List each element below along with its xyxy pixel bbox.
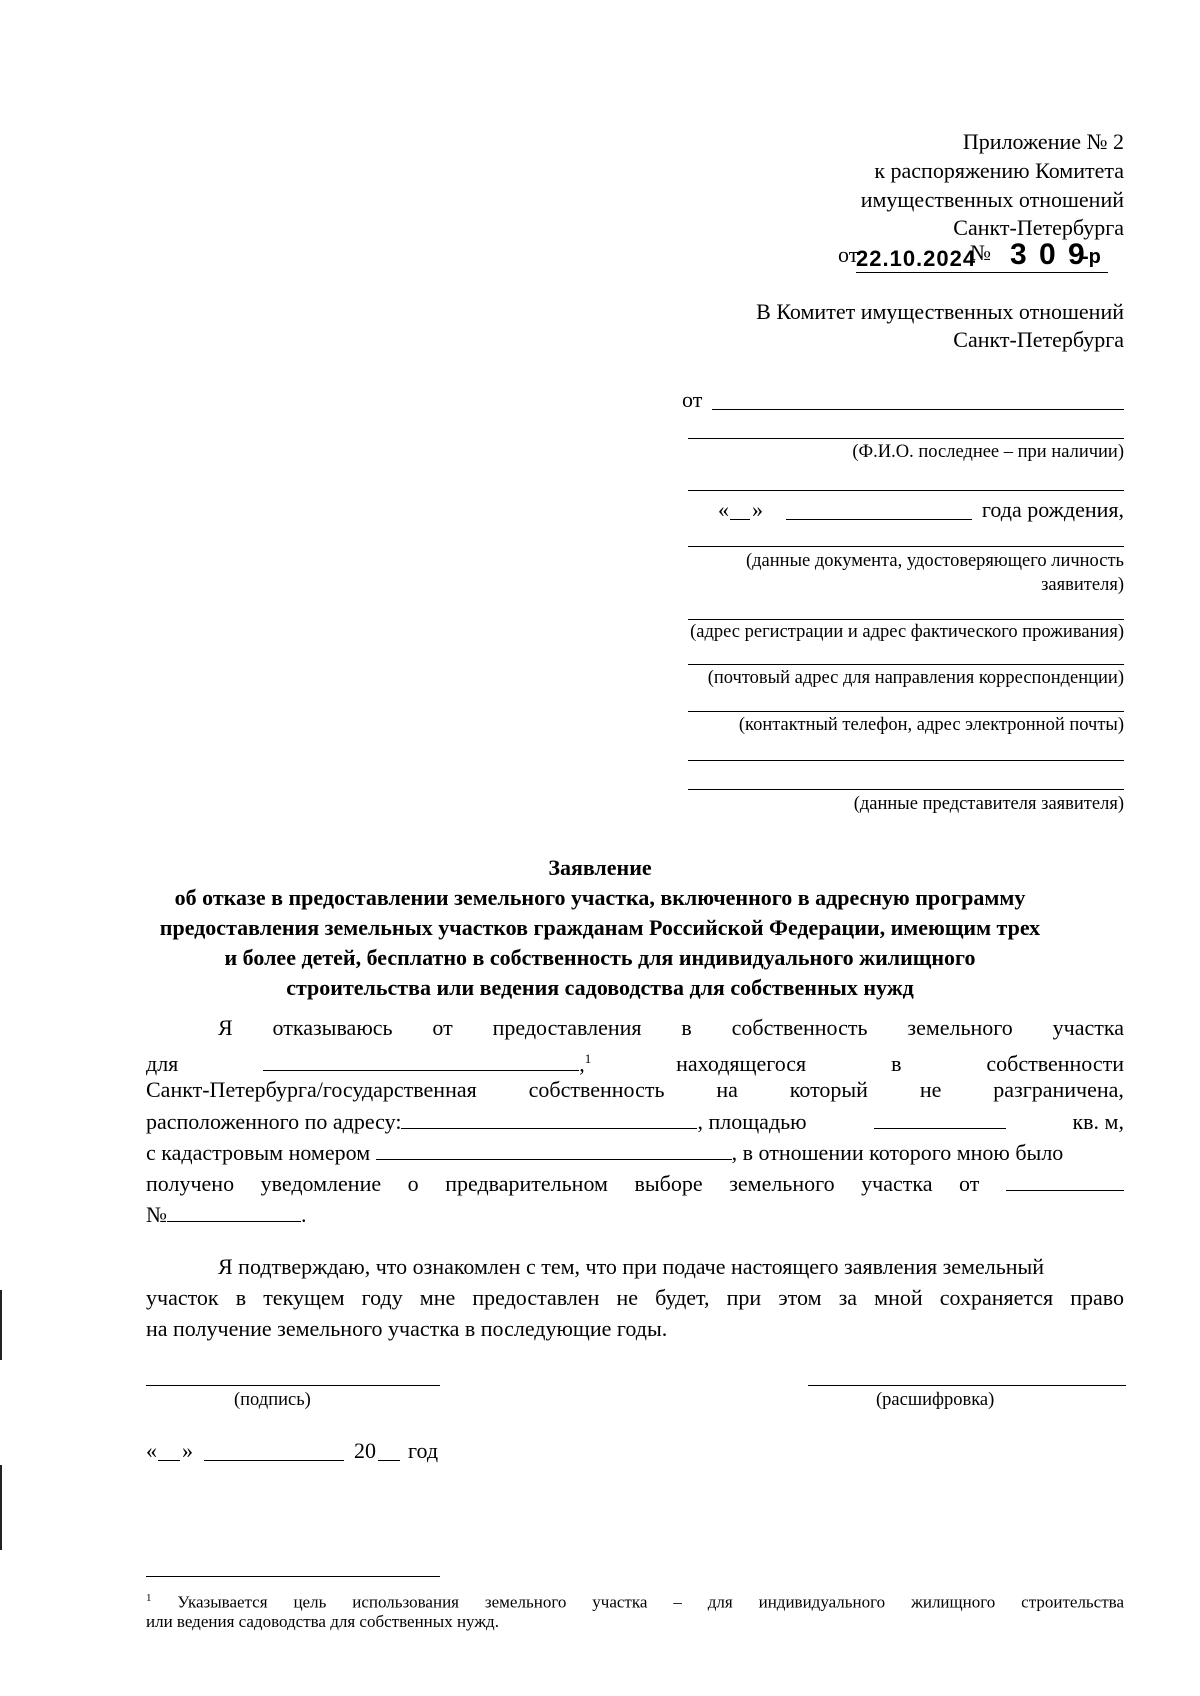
addressee-line-1: В Комитет имущественных отношений — [756, 299, 1124, 324]
word: в — [891, 1051, 902, 1077]
footnote-separator — [146, 1576, 440, 1577]
postal-caption: (почтовый адрес для направления корреспонденции) — [707, 668, 1124, 688]
title-line-4: и более детей, бесплатно в собственность для индивидуального жилищного — [224, 945, 976, 970]
birth-suffix: года рождения, — [981, 497, 1124, 522]
birth-quote-close: » — [752, 497, 763, 522]
word: собственность — [528, 1077, 665, 1102]
word: выборе — [634, 1171, 703, 1196]
order-from-prefix: от — [838, 242, 859, 267]
footnote-ref: 1 — [584, 1051, 592, 1066]
notice-number-field[interactable] — [167, 1199, 301, 1222]
representative-line-1[interactable] — [688, 760, 1124, 761]
word: от — [959, 1171, 980, 1196]
p1-line-7 — [146, 1199, 307, 1230]
p1-line-2 — [146, 1044, 1124, 1077]
from-label: от — [682, 387, 703, 412]
appendix-line-1: Приложение № 2 — [962, 129, 1124, 154]
p2-line-1: Я подтверждаю, что ознакомлен с тем, что при подаче настоящего заявления земельный — [218, 1254, 1045, 1279]
scan-artifact — [0, 1465, 2, 1550]
signature-decoding-field[interactable] — [808, 1385, 1126, 1386]
birth-day-field[interactable] — [730, 519, 750, 520]
order-number-prefix: № — [970, 240, 991, 265]
title-line-5: строительства или ведения садоводства для собственных нужд — [286, 975, 914, 1000]
notice-date-field[interactable] — [1006, 1168, 1124, 1191]
comma: , — [579, 1051, 585, 1077]
birth-quote-open: « — [718, 497, 729, 522]
footnote-line-2: или ведения садоводства для собственных нужд. — [146, 1612, 499, 1631]
representative-line-2[interactable] — [688, 789, 1124, 790]
word: собственность — [731, 1015, 868, 1040]
p1-line-5 — [146, 1137, 1124, 1168]
birth-month-year-field[interactable] — [786, 519, 972, 520]
signature-caption: (подпись) — [234, 1390, 311, 1410]
p1-line-4 — [146, 1106, 1124, 1136]
word: который — [789, 1077, 868, 1102]
word: предоставления — [492, 1015, 642, 1040]
order-date-underline — [856, 272, 1108, 273]
order-number-handwritten: 3 0 9 — [1010, 238, 1087, 271]
word: не — [919, 1077, 942, 1102]
signature-field[interactable] — [146, 1385, 440, 1386]
land-purpose-field[interactable] — [263, 1048, 579, 1071]
year-suffix: год — [408, 1438, 439, 1463]
word: для — [146, 1051, 179, 1077]
postal-line[interactable] — [688, 664, 1124, 665]
order-number-suffix: -р — [1082, 246, 1101, 268]
footnote-text-1: Указывается цель использования земельного участка – для индивидуального жилищного строительства — [177, 1592, 1124, 1612]
word: уведомление — [260, 1171, 382, 1196]
word: на — [716, 1077, 738, 1102]
fio-line-2[interactable] — [688, 438, 1124, 439]
address-label: расположенного по адресу: — [146, 1109, 402, 1134]
period: . — [301, 1202, 307, 1227]
word: находящегося — [676, 1051, 807, 1077]
p2-line-3: на получение земельного участка в последующие годы. — [146, 1316, 668, 1341]
word: отказываюсь — [272, 1015, 393, 1040]
cadastral-tail: , в отношении которого мною было — [731, 1140, 1064, 1165]
contact-caption: (контактный телефон, адрес электронной почты) — [738, 715, 1124, 735]
order-date-handwritten: 22.10.2024 — [856, 246, 977, 271]
appendix-line-4: Санкт-Петербурга — [953, 215, 1124, 240]
appendix-line-3: имущественных отношений — [860, 187, 1124, 212]
fio-line-1[interactable] — [712, 409, 1124, 410]
id-caption-1: (данные документа, удостоверяющего личность — [745, 551, 1124, 571]
sign-year-field[interactable] — [378, 1460, 400, 1461]
id-caption-2: заявителя) — [1041, 575, 1124, 595]
title-line-2: об отказе в предоставлении земельного участка, включенного в адресную программу — [174, 885, 1026, 910]
address-group — [146, 1106, 807, 1137]
word: о — [407, 1171, 419, 1196]
word: собственности — [986, 1051, 1124, 1077]
fio-caption: (Ф.И.О. последнее – при наличии) — [852, 442, 1124, 462]
word: земельного — [729, 1171, 835, 1196]
order-date-number — [838, 240, 1128, 276]
word: предварительном — [445, 1171, 608, 1196]
word: участка — [1052, 1015, 1124, 1040]
p1-line-6 — [146, 1168, 1124, 1198]
word: в — [681, 1015, 692, 1040]
title-line-1: Заявление — [548, 855, 652, 880]
cadastral-label: с кадастровым номером — [146, 1140, 371, 1165]
addressee-line-2: Санкт-Петербурга — [953, 327, 1124, 352]
word: от — [432, 1015, 453, 1040]
birth-date-row — [718, 496, 1124, 524]
contact-line[interactable] — [688, 711, 1124, 712]
address-caption: (адрес регистрации и адрес фактического проживания) — [690, 622, 1124, 642]
title-line-3: предоставления земельных участков гражданам Российской Федерации, имеющим трех — [159, 915, 1041, 940]
p2-line-2: участок в текущем году мне предоставлен не будет, при этом за мной сохраняется право — [146, 1285, 1124, 1310]
date-quote-close: » — [182, 1438, 193, 1463]
sign-month-field[interactable] — [204, 1460, 344, 1461]
date-quote-open: « — [146, 1438, 157, 1463]
word: земельного — [907, 1015, 1013, 1040]
word: разграничена, — [993, 1077, 1124, 1102]
applicant-blank-line[interactable] — [688, 490, 1124, 491]
number-sign: № — [146, 1202, 167, 1227]
representative-caption: (данные представителя заявителя) — [853, 794, 1124, 814]
footnote-mark: 1 — [146, 1592, 152, 1604]
word: Санкт-Петербурга/государственная — [146, 1077, 477, 1102]
id-document-line[interactable] — [688, 546, 1124, 547]
land-address-field[interactable] — [401, 1106, 697, 1129]
area-unit: кв. м, — [1072, 1109, 1124, 1134]
appendix-line-2: к распоряжению Комитета — [874, 158, 1124, 183]
word: Я — [218, 1015, 233, 1040]
word: получено — [146, 1171, 235, 1196]
land-area-field[interactable] — [874, 1106, 1006, 1129]
p1-line-1 — [218, 1013, 1124, 1043]
decoding-caption: (расшифровка) — [876, 1390, 995, 1410]
area-label: , площадью — [697, 1109, 807, 1134]
sign-day-field[interactable] — [158, 1460, 180, 1461]
cadastral-number-field[interactable] — [376, 1137, 732, 1160]
scan-artifact — [0, 1290, 2, 1360]
word: участка — [861, 1171, 933, 1196]
p1-line-3 — [146, 1075, 1124, 1105]
year-prefix: 20 — [354, 1438, 376, 1463]
signature-date-row — [146, 1436, 466, 1466]
